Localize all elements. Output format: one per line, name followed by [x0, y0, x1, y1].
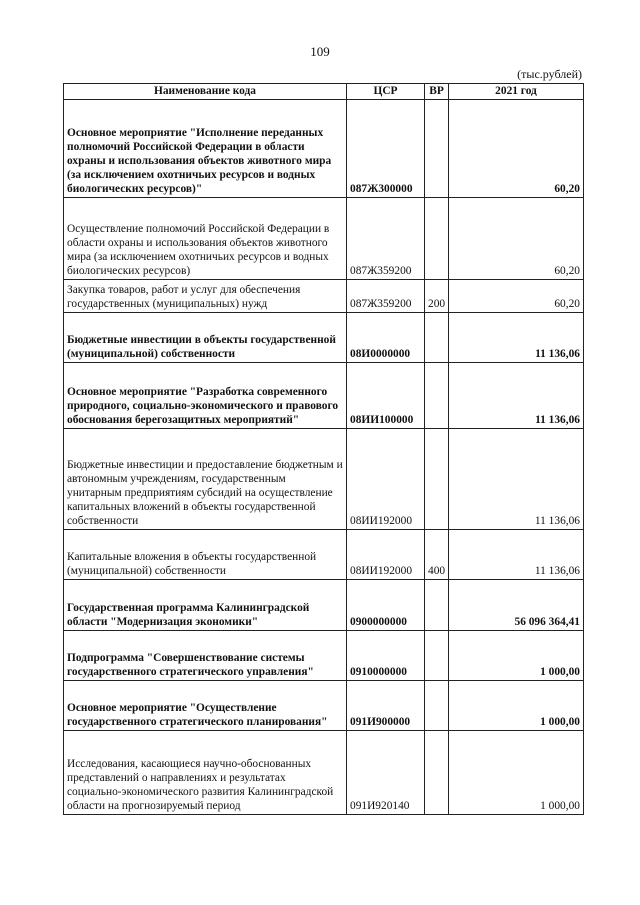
row-name: Закупка товаров, работ и услуг для обеспечения государственных (муниципальных) нужд — [64, 280, 347, 313]
row-name: Бюджетные инвестиции в объекты государственной (муниципальной) собственности — [64, 313, 347, 363]
row-vr — [425, 100, 449, 198]
table-row — [64, 198, 584, 280]
row-amount: 11 136,06 — [449, 530, 584, 580]
row-vr: 400 — [425, 530, 449, 580]
row-name: Основное мероприятие "Исполнение переданных полномочий Российской Федерации в области охраны и использования объектов животного мира (за исключением охотничьих ресурсов и водных биологических ресурсов)" — [64, 100, 347, 198]
row-amount: 1 000,00 — [449, 731, 584, 815]
row-vr — [425, 363, 449, 429]
row-vr — [425, 580, 449, 631]
row-amount: 56 096 364,41 — [449, 580, 584, 631]
row-vr: 200 — [425, 280, 449, 313]
row-name: Бюджетные инвестиции и предоставление бюджетным и автономным учреждениям, государственным унитарным предприятиям субсидий на осуществление капитальных вложений в объекты государственной собственности — [64, 429, 347, 530]
row-csr: 087Ж359200 — [347, 198, 425, 280]
row-amount: 60,20 — [449, 280, 584, 313]
row-name: Основное мероприятие "Осуществление государственного стратегического планирования" — [64, 681, 347, 731]
row-csr: 091И900000 — [347, 681, 425, 731]
row-name: Подпрограмма "Совершенствование системы государственного стратегического управления" — [64, 631, 347, 681]
row-vr — [425, 681, 449, 731]
row-csr: 0910000000 — [347, 631, 425, 681]
row-vr — [425, 429, 449, 530]
table-row — [64, 429, 584, 530]
row-vr — [425, 631, 449, 681]
table-header-row — [64, 84, 584, 100]
row-amount: 60,20 — [449, 100, 584, 198]
row-amount: 11 136,06 — [449, 363, 584, 429]
table-row — [64, 363, 584, 429]
page-number: 109 — [310, 44, 330, 59]
column-header-name: Наименование кода — [64, 84, 347, 100]
row-name: Государственная программа Калининградской области "Модернизация экономики" — [64, 580, 347, 631]
table-row — [64, 313, 584, 363]
row-csr: 08ИИ192000 — [347, 530, 425, 580]
row-name: Основное мероприятие "Разработка современного природного, социально-экономического и правового обоснования берегозащитных мероприятий" — [64, 363, 347, 429]
column-header-year: 2021 год — [449, 84, 584, 100]
table-row — [64, 580, 584, 631]
row-csr: 08ИИ100000 — [347, 363, 425, 429]
row-vr — [425, 731, 449, 815]
table-row — [64, 631, 584, 681]
row-csr: 0900000000 — [347, 580, 425, 631]
units-label: (тыс.рублей) — [517, 67, 582, 81]
row-csr: 08ИИ192000 — [347, 429, 425, 530]
row-csr: 087Ж300000 — [347, 100, 425, 198]
row-csr: 087Ж359200 — [347, 280, 425, 313]
table-row — [64, 731, 584, 815]
row-name: Исследования, касающиеся научно-обоснованных представлений о направлениях и результатах социально-экономического развития Калининградской области на прогнозируемый период — [64, 731, 347, 815]
row-amount: 1 000,00 — [449, 631, 584, 681]
row-name: Осуществление полномочий Российской Федерации в области охраны и использования объектов животного мира (за исключением охотничьих ресурсов и водных биологических ресурсов) — [64, 198, 347, 280]
row-amount: 11 136,06 — [449, 313, 584, 363]
row-name: Капитальные вложения в объекты государственной (муниципальной) собственности — [64, 530, 347, 580]
row-amount: 60,20 — [449, 198, 584, 280]
table-row — [64, 280, 584, 313]
column-header-vr: ВР — [425, 84, 449, 100]
column-header-csr: ЦСР — [347, 84, 425, 100]
budget-table — [63, 83, 584, 815]
table-row — [64, 681, 584, 731]
table-row — [64, 100, 584, 198]
row-vr — [425, 198, 449, 280]
table-row — [64, 530, 584, 580]
row-amount: 11 136,06 — [449, 429, 584, 530]
row-csr: 091И920140 — [347, 731, 425, 815]
row-csr: 08И0000000 — [347, 313, 425, 363]
row-vr — [425, 313, 449, 363]
row-amount: 1 000,00 — [449, 681, 584, 731]
